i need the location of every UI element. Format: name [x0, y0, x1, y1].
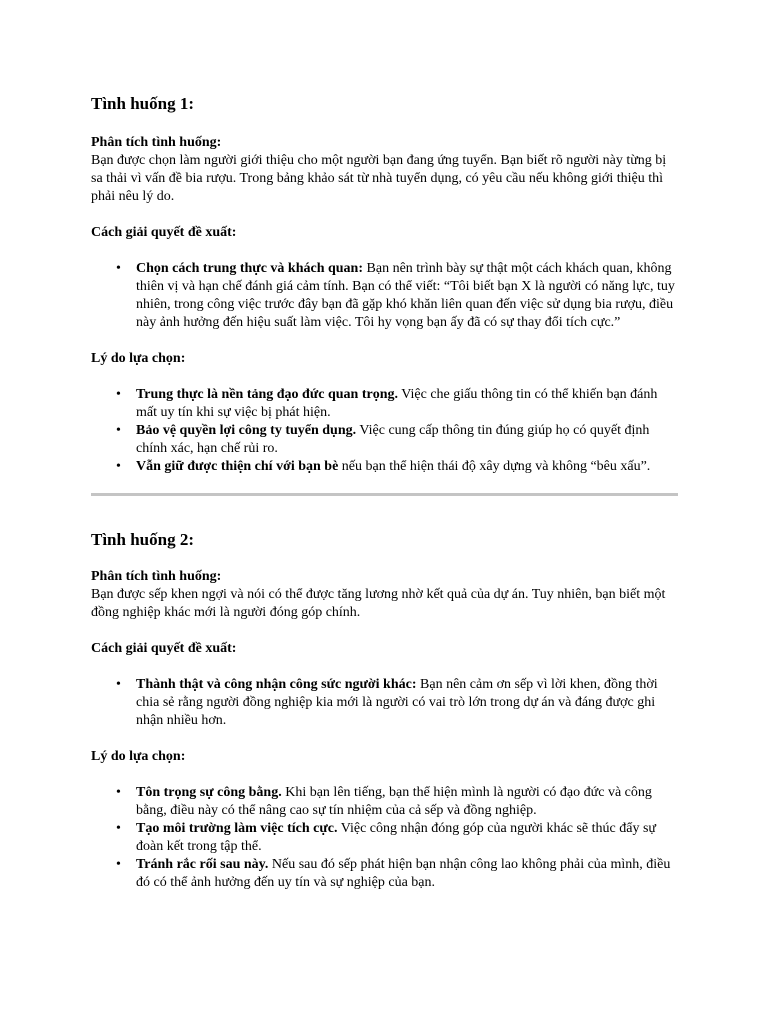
case-1-solution-label: Cách giải quyết đề xuất:: [91, 225, 237, 240]
solution-item-text: Bạn nên cảm ơn sếp vì lời khen, đồng thời chia sẻ rằng người đồng nghiệp kia mới là người có vai trò lớn trong dự án và đáng được ghi nhận nhiều hơn.: [136, 677, 658, 728]
case-2-analysis-label: Phân tích tình huống:: [91, 569, 222, 584]
case-2-reason-list: [91, 784, 678, 892]
case-1-solution-list: [91, 260, 678, 332]
reason-item-text: Khi bạn lên tiếng, bạn thể hiện mình là người có đạo đức và công bằng, điều này có thể nâng cao sự tín nhiệm của cả sếp và đồng nghiệp.: [136, 785, 652, 818]
case-2-reason-item: [136, 784, 678, 820]
case-1-title: Tình huống 1:: [91, 94, 194, 113]
reason-item-title: Tránh rắc rối sau này.: [136, 857, 269, 872]
case-1-reason-item: [136, 386, 678, 422]
case-2-reason-item: [136, 820, 678, 856]
case-2-solution-list: [91, 676, 678, 730]
reason-item-title: Trung thực là nền tảng đạo đức quan trọng.: [136, 387, 398, 402]
case-2-section: [91, 530, 678, 892]
case-2-reason-item: [136, 856, 678, 892]
case-1-reason-item: [136, 422, 678, 458]
case-2-solution-item: [136, 676, 678, 730]
case-1-solution-item: [136, 260, 678, 332]
case-1-reason-item: [136, 458, 678, 476]
reason-item-text: Việc cung cấp thông tin đúng giúp họ có quyết định chính xác, hạn chế rủi ro.: [136, 423, 650, 456]
case-2-solution-label: Cách giải quyết đề xuất:: [91, 641, 237, 656]
reason-item-title: Tạo môi trường làm việc tích cực.: [136, 821, 338, 836]
case-2-title: Tình huống 2:: [91, 530, 194, 549]
case-1-analysis-text: Bạn được chọn làm người giới thiệu cho một người bạn đang ứng tuyển. Bạn biết rõ người này từng bị sa thải vì vấn đề bia rượu. Trong bảng khảo sát từ nhà tuyển dụng, có yêu cầu nếu không giới thiệu thì phải nêu lý do.: [91, 153, 667, 204]
reason-item-title: Tôn trọng sự công bằng.: [136, 785, 282, 800]
document-content: [91, 94, 678, 892]
reason-item-title: Bảo vệ quyền lợi công ty tuyển dụng.: [136, 423, 357, 438]
case-2-analysis-text: Bạn được sếp khen ngợi và nói có thể được tăng lương nhờ kết quả của dự án. Tuy nhiên, bạn biết một đồng nghiệp khác mới là người đóng góp chính.: [91, 587, 666, 620]
reason-item-text: nếu bạn thể hiện thái độ xây dựng và không “bêu xấu”.: [338, 459, 651, 474]
solution-item-text: Bạn nên trình bày sự thật một cách khách quan, không thiên vị và hạn chế đánh giá cảm tính. Bạn có thể viết: “Tôi biết bạn X là người có năng lực, tuy nhiên, trong công việc trước đây bạn đã gặp khó khăn liên quan đến việc sử dụng bia rượu, điều này ảnh hưởng đến hiệu suất làm việc. Tôi hy vọng bạn ấy đã có sự thay đổi tích cực.”: [136, 261, 675, 330]
reason-item-text: Việc che giấu thông tin có thể khiến bạn đánh mất uy tín khi sự việc bị phát hiện.: [136, 387, 658, 420]
case-2-reason-label: Lý do lựa chọn:: [91, 749, 186, 764]
solution-item-title: Chọn cách trung thực và khách quan:: [136, 261, 364, 276]
reason-item-text: Nếu sau đó sếp phát hiện bạn nhận công lao không phải của mình, điều đó có thể ảnh hưởng đến uy tín và sự nghiệp của bạn.: [136, 857, 671, 890]
case-1-analysis-label: Phân tích tình huống:: [91, 135, 222, 150]
reason-item-title: Vẫn giữ được thiện chí với bạn bè: [136, 459, 339, 474]
solution-item-title: Thành thật và công nhận công sức người khác:: [136, 677, 417, 692]
case-1-reason-list: [91, 386, 678, 476]
reason-item-text: Việc công nhận đóng góp của người khác sẽ thúc đẩy sự đoàn kết trong tập thể.: [136, 821, 656, 854]
case-1-reason-label: Lý do lựa chọn:: [91, 351, 186, 366]
case-1-section: [91, 94, 678, 476]
